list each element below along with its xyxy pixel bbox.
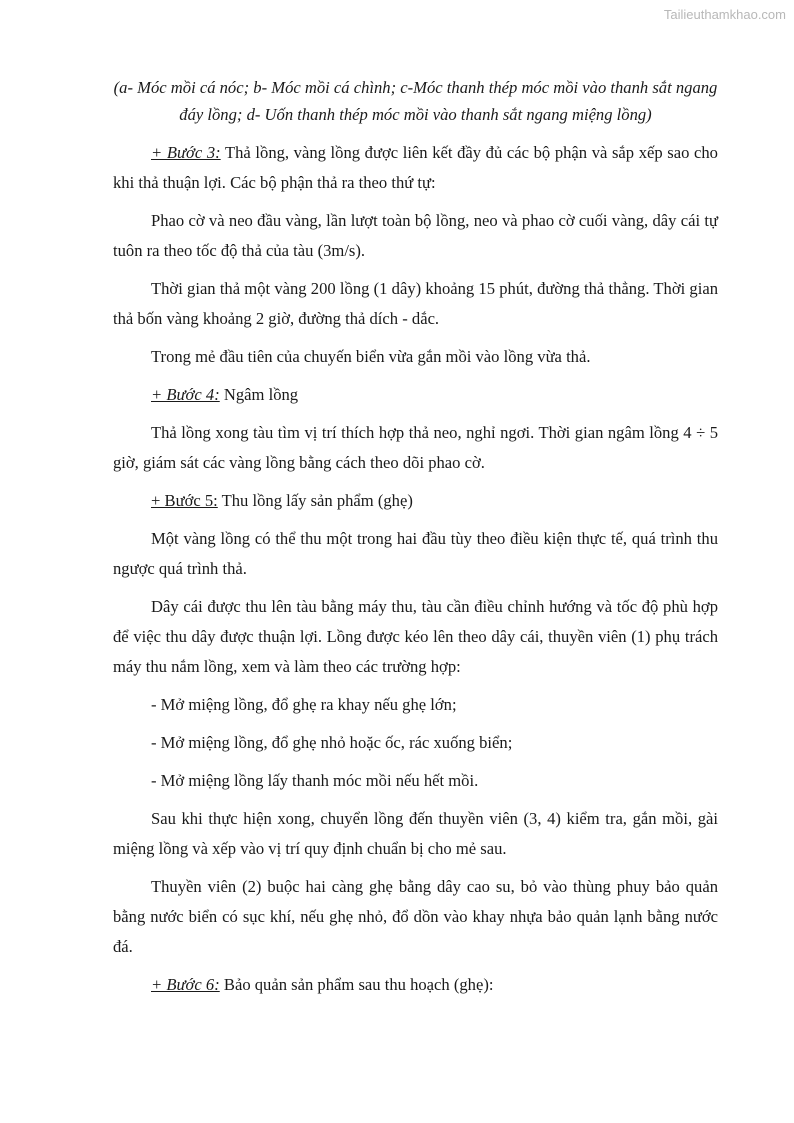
step-6-text: Bảo quản sản phẩm sau thu hoạch (ghẹ):	[219, 975, 494, 994]
step-6-paragraph	[113, 970, 718, 1000]
step-4-paragraph	[113, 380, 718, 410]
first-haul-paragraph: Trong mẻ đầu tiên của chuyến biển vừa gắn mồi vào lồng vừa thả.	[151, 347, 591, 366]
step-5-paragraph	[113, 486, 718, 516]
step-3-text: Thả lồng, vàng lồng được liên kết đầy đủ các bộ phận và sắp xếp sao cho khi thả thuận lợi. Các bộ phận thả ra theo thứ tự:	[113, 143, 718, 192]
release-order-paragraph: Phao cờ và neo đầu vàng, lần lượt toàn bộ lồng, neo và phao cờ cuối vàng, dây cái tự tuôn ra theo tốc độ thả của tàu (3m/s).	[113, 211, 718, 260]
step-6-label: + Bước 6:	[151, 975, 220, 994]
step-3-paragraph	[113, 138, 718, 198]
main-rope-paragraph: Dây cái được thu lên tàu bằng máy thu, tàu cần điều chỉnh hướng và tốc độ phù hợp để việc thu dây được thuận lợi. Lồng được kéo lên theo dây cái, thuyền viên (1) phụ trách máy thu nắm lồng, xem và làm theo các trường hợp:	[113, 597, 718, 676]
step-4-label: + Bước 4:	[151, 385, 220, 404]
bullet-item-2: - Mở miệng lồng, đổ ghẹ nhỏ hoặc ốc, rác xuống biển;	[151, 733, 513, 752]
watermark: Tailieuthamkhao.com	[663, 7, 786, 22]
document-body	[113, 74, 718, 1008]
step-5-text: Thu lồng lấy sản phẩm (ghẹ)	[217, 491, 413, 510]
bullet-item-1: - Mở miệng lồng, đổ ghẹ ra khay nếu ghẹ lớn;	[151, 695, 457, 714]
step-4-text: Ngâm lồng	[219, 385, 299, 404]
step-5-label: + Bước 5:	[151, 491, 218, 510]
figure-caption: (a- Móc mồi cá nóc; b- Móc mồi cá chình; c-Móc thanh thép móc mồi vào thanh sắt ngang đáy lồng; d- Uốn thanh thép móc mồi vào thanh sắt ngang miệng lồng)	[113, 78, 718, 124]
after-paragraph: Sau khi thực hiện xong, chuyển lồng đến thuyền viên (3, 4) kiểm tra, gắn mồi, gài miệng lồng và xếp vào vị trí quy định chuẩn bị cho mẻ sau.	[113, 809, 718, 858]
bullet-item-3: - Mở miệng lồng lấy thanh móc mồi nếu hết mồi.	[151, 771, 479, 790]
crew-2-paragraph: Thuyền viên (2) buộc hai càng ghẹ bằng dây cao su, bỏ vào thùng phuy bảo quản bằng nước biển có sục khí, nếu ghẹ nhỏ, đổ dồn vào khay nhựa bảo quản lạnh bằng nước đá.	[113, 877, 718, 956]
soak-paragraph: Thả lồng xong tàu tìm vị trí thích hợp thả neo, nghỉ ngơi. Thời gian ngâm lồng 4 ÷ 5 giờ, giám sát các vàng lồng bằng cách theo dõi phao cờ.	[113, 423, 718, 472]
release-time-paragraph: Thời gian thả một vàng 200 lồng (1 dây) khoảng 15 phút, đường thả thẳng. Thời gian thả bốn vàng khoảng 2 giờ, đường thả dích - dắc.	[113, 279, 718, 328]
step-3-label: + Bước 3:	[151, 143, 221, 162]
collect-paragraph: Một vàng lồng có thể thu một trong hai đầu tùy theo điều kiện thực tế, quá trình thu ngược quá trình thả.	[113, 529, 718, 578]
